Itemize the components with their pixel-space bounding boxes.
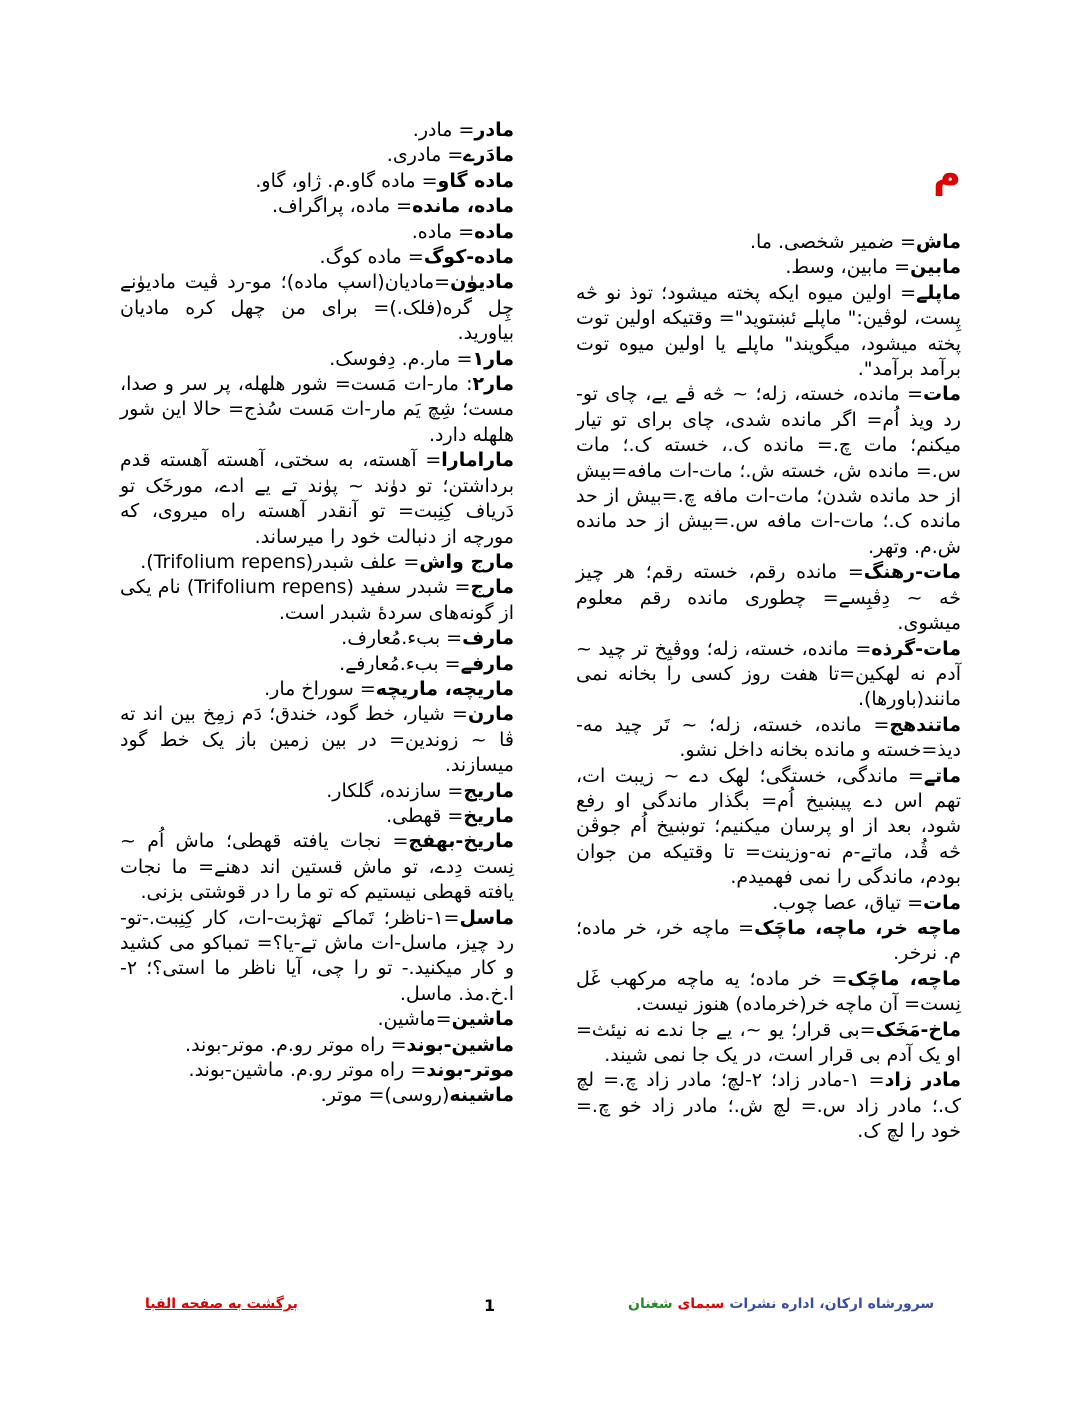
- entry-headword: ماچه، ماچَک: [847, 967, 961, 990]
- dictionary-entry: [576, 1018, 961, 1069]
- entry-definition: = ماندگی، خستگی؛ لهک دے ~ زیبت ات، تهم اس دے پیښیخ اُم= بگذار ماندگی او رفع شود، بعد از او پرسان میکنیم؛ توښیخ اُم جوڤن څه ڤُد، ماتے-م نه-وزینت= تا وقتیکه من جوان بودم، ماندگی را نمی فهمیدم.: [576, 764, 961, 889]
- dictionary-entry: [120, 194, 514, 219]
- right-entries: [576, 230, 961, 1145]
- entry-headword: مادر: [474, 119, 514, 141]
- dictionary-entry: [120, 804, 514, 829]
- dictionary-entry: [120, 347, 514, 372]
- entry-definition: = سوراخ مار.: [264, 677, 376, 700]
- entry-definition: = ماده.: [411, 220, 475, 243]
- dictionary-entry: [576, 560, 961, 636]
- entry-headword: مارامارا: [441, 449, 514, 472]
- dictionary-entry: [120, 118, 514, 143]
- dictionary-entry: [576, 916, 961, 967]
- dictionary-entry: [576, 891, 961, 916]
- entry-headword: مات-گرذه: [871, 637, 961, 660]
- dictionary-entry: [576, 764, 961, 891]
- entry-definition: = خر ماده؛ یه ماچه مرکهب غَل نِست= آن ماچه خر(خرماده) هنوز نیست.: [576, 967, 961, 1016]
- entry-definition: = مانده، خسته، زله؛ ووڤیِخ تر چید ~ آدم نه لهکین=تا هفت روز کسی را بخانه نمی مانند(باورها).: [576, 637, 961, 711]
- entry-definition: = مانده، خسته، زله؛ ~ تَر چید مه-دیذ=خسته و مانده بخانه داخل نشو.: [576, 713, 961, 762]
- entry-headword: ماریج: [463, 779, 514, 802]
- dictionary-entry: [576, 1068, 961, 1144]
- entry-definition: = علف شبدر(Trifolium repens).: [140, 550, 420, 573]
- entry-headword: ماشین-بوند: [406, 1033, 514, 1056]
- entry-headword: مابین: [910, 256, 961, 279]
- dictionary-entry: [120, 245, 514, 270]
- entry-headword: مار۱: [472, 347, 514, 370]
- dictionary-entry: [120, 575, 514, 626]
- entry-definition: = ضمیر شخصی. ما.: [749, 231, 916, 253]
- entry-definition: = مانده رقم، خسته رقم؛ هر چیز څه ~ دِڤبِسے= چطوری مانده رقم معلوم میشوی.: [576, 561, 961, 635]
- entry-headword: ماده گاو: [437, 169, 514, 192]
- dictionary-entry: [576, 637, 961, 713]
- dictionary-entry: [120, 143, 514, 168]
- entry-headword: مارفے: [460, 652, 514, 675]
- page-number: 1: [484, 1296, 496, 1315]
- entry-headword: مات: [923, 383, 961, 406]
- entry-headword: مار۲: [472, 373, 514, 396]
- entry-definition: = مابین، وسط.: [785, 256, 911, 279]
- dictionary-entry: [120, 1083, 514, 1108]
- entry-headword: مادر زاد: [884, 1069, 961, 1092]
- entry-headword: مارف: [462, 627, 514, 650]
- entry-headword: ماچه خر، ماچه، ماچَک: [754, 916, 961, 939]
- entry-headword: ماسل: [459, 906, 514, 929]
- entry-headword: ماشینه: [449, 1084, 514, 1107]
- entry-definition: = راه موتر رو.م. ماشین-بوند.: [188, 1059, 427, 1082]
- entry-definition: = ماچه خر، خر ماده؛ م. نرخر.: [576, 916, 961, 965]
- dictionary-entry: [576, 281, 961, 383]
- entry-definition: = راه موتر رو.م. موتر-بوند.: [185, 1033, 407, 1056]
- dictionary-entry: [576, 255, 961, 280]
- entry-definition: = تیاق، عصا چوب.: [772, 891, 923, 914]
- entry-headword: ماتندهج: [889, 713, 961, 736]
- dictionary-entry: [576, 382, 961, 560]
- entry-definition: = ماده، پراگراف.: [271, 195, 413, 218]
- dictionary-entry: [120, 1033, 514, 1058]
- back-to-alphabet-link[interactable]: برگشت به صفحه الفبا: [145, 1296, 298, 1312]
- publisher-name: سیمای: [677, 1296, 725, 1312]
- left-entries: [120, 118, 514, 1109]
- entry-headword: ماده-کوگ: [423, 246, 514, 269]
- entry-definition: = مانده، خسته، زله؛ ~ څه ڤے یے، چای تو-رد ویذ اُم= اگر مانده شدی، چای برای تو تیار میکنم؛ مات چ.= مانده ک.، خسته ک.؛ مات س.= مانده ش، خسته ش.؛ مات-ات مافه=بیش از حد مانده شدن؛ مات-ات مافه چ.=بیش از حد مانده ک.؛ مات-ات مافه س.=بیش از حد مانده ش.م. وتهر.: [576, 383, 961, 558]
- entry-definition: = ۱-مادر زاد؛ ۲-لچ؛ مادر زاد چ.= لچ ک.؛ مادر زاد س.= لچ ش.؛ مادر زاد خو چ.= خود را لچ ک.: [576, 1069, 961, 1143]
- entry-definition: = نجات یافته قهطی؛ ماش اُم ~ نِست دِدے، تو ماش قستین اند دهنے= ما نجات یافته قهطی نیستیم که تو ما را در قوشتی بزنی.: [120, 830, 514, 904]
- entry-definition: = ماده کوگ.: [319, 246, 424, 269]
- author-name: سرورشاه ارکان،: [819, 1296, 935, 1312]
- entry-definition: : مار-ات مَست= شور هلهله، پر سر و صدا، مست؛ شِچ یَم مار-ات مَست سُذج= حالا این شور هلهله دارد.: [120, 373, 514, 446]
- section-letter-heading: م: [933, 152, 961, 196]
- dictionary-entry: [120, 652, 514, 677]
- dictionary-entry: [120, 677, 514, 702]
- entry-headword: ماتے: [923, 764, 961, 787]
- entry-headword: مارج: [470, 576, 515, 599]
- entry-definition: =بی قرار؛ یو ~، یے جا ندے نه نیئث= او یک آدم بی قرار است، در یک جا نمی شیند.: [576, 1018, 961, 1066]
- entry-definition: = مادری.: [386, 144, 464, 167]
- dictionary-entry: [120, 906, 514, 1008]
- entry-headword: ماریچه، ماریچه: [375, 677, 514, 700]
- dictionary-entry: [120, 270, 514, 346]
- dictionary-entry: [120, 550, 514, 575]
- entry-headword: ماش: [915, 231, 961, 253]
- entry-definition: =مادیان(اسپ ماده)؛ مو-رد ڤیت مادیۈنے چِل گره(فلک.)= برای من چهل کره مادیان بیاورید.: [120, 271, 514, 345]
- entry-headword: ماریخ-بهفج: [408, 830, 514, 853]
- entry-definition: = ببء.مُعارفے.: [339, 652, 461, 675]
- left-column: [120, 118, 514, 1109]
- dictionary-entry: [120, 448, 514, 550]
- entry-headword: موتر-بوند: [426, 1059, 514, 1082]
- entry-headword: ماشین: [451, 1008, 514, 1031]
- dictionary-entry: [576, 713, 961, 764]
- entry-headword: مات: [923, 891, 961, 914]
- dictionary-entry: [120, 1058, 514, 1083]
- entry-definition: = ماده گاو.م. ژاو، گاو.: [255, 169, 438, 192]
- entry-definition: = اولین میوه ایکه پخته میشود؛ توذ نو څه پِست، لوڤین:" ماپلے ئښتوید"= وقتیکه اولین توت پخته میشود، میگویند" ماپلے یا اولین میوه توت برآمد برآمد".: [576, 281, 961, 381]
- entry-headword: مارن: [467, 703, 514, 726]
- dictionary-entry: [120, 779, 514, 804]
- entry-headword: مادیۈن: [450, 271, 514, 294]
- entry-headword: مارج واش: [419, 550, 514, 573]
- publisher-prefix: اداره نشرات: [729, 1296, 815, 1312]
- dictionary-entry: [120, 1007, 514, 1032]
- entry-headword: مادَرے: [463, 144, 514, 167]
- dictionary-entry: [120, 626, 514, 651]
- dictionary-entry: [120, 372, 514, 448]
- entry-headword: ماده، مانده: [412, 195, 514, 218]
- entry-definition: =۱-ناظر؛ تَماکے تهژبت-ات، کار کِنِبت.-تو-رد چیز، ماسل-ات ماش تے-یا؟= تمباکو می کشید و کار میکنید.- تو را چی، آیا ناظر ما استی؟؛ ۲- ا.خ.مذ. ماسل.: [120, 906, 514, 1005]
- entry-headword: ماریخ: [463, 804, 514, 827]
- dictionary-entry: [120, 829, 514, 905]
- publisher-place: شغنان: [628, 1296, 673, 1312]
- dictionary-entry: [576, 230, 961, 255]
- publisher-credit: [628, 1296, 934, 1312]
- entry-definition: = ببء.مُعارف.: [341, 627, 463, 650]
- entry-definition: (روسی)= موتر.: [320, 1084, 450, 1107]
- dictionary-entry: [120, 169, 514, 194]
- dictionary-entry: [576, 967, 961, 1018]
- entry-definition: = شیار، خط گود، خندق؛ دَم زمِخ بین اند ته ڤا ~ زوندین= در بین زمین باز یک خط گود میسازند.: [120, 703, 514, 777]
- right-column: [576, 118, 961, 1145]
- dictionary-entry: [120, 702, 514, 778]
- entry-definition: =ماشین.: [377, 1008, 452, 1031]
- entry-definition: = آهسته، به سختی، آهسته آهسته قدم برداشتن؛ تو دۈند ~ پۈند تے یے ادے، مورخَک تو دَریاف کِنِبت= تو آنقدر آهسته راه میروی، که مورچه از دنبالت خود را میرساند.: [120, 449, 514, 548]
- entry-definition: = مادر.: [412, 119, 475, 141]
- entry-headword: ماده: [474, 220, 514, 243]
- entry-headword: ماپلے: [916, 281, 961, 304]
- dictionary-entry: [120, 220, 514, 245]
- entry-definition: = مار.م. دِفوسک.: [329, 347, 473, 370]
- entry-headword: ماخ-مَخَک: [875, 1018, 961, 1041]
- entry-definition: = شبدر سفید (Trifolium repens) نام یکی از گونه‌های سردهٔ شبدر است.: [120, 576, 514, 624]
- entry-definition: = قهطی.: [386, 804, 464, 827]
- entry-headword: مات-رهنگ: [863, 561, 961, 584]
- entry-definition: = سازنده، گلکار.: [326, 779, 464, 802]
